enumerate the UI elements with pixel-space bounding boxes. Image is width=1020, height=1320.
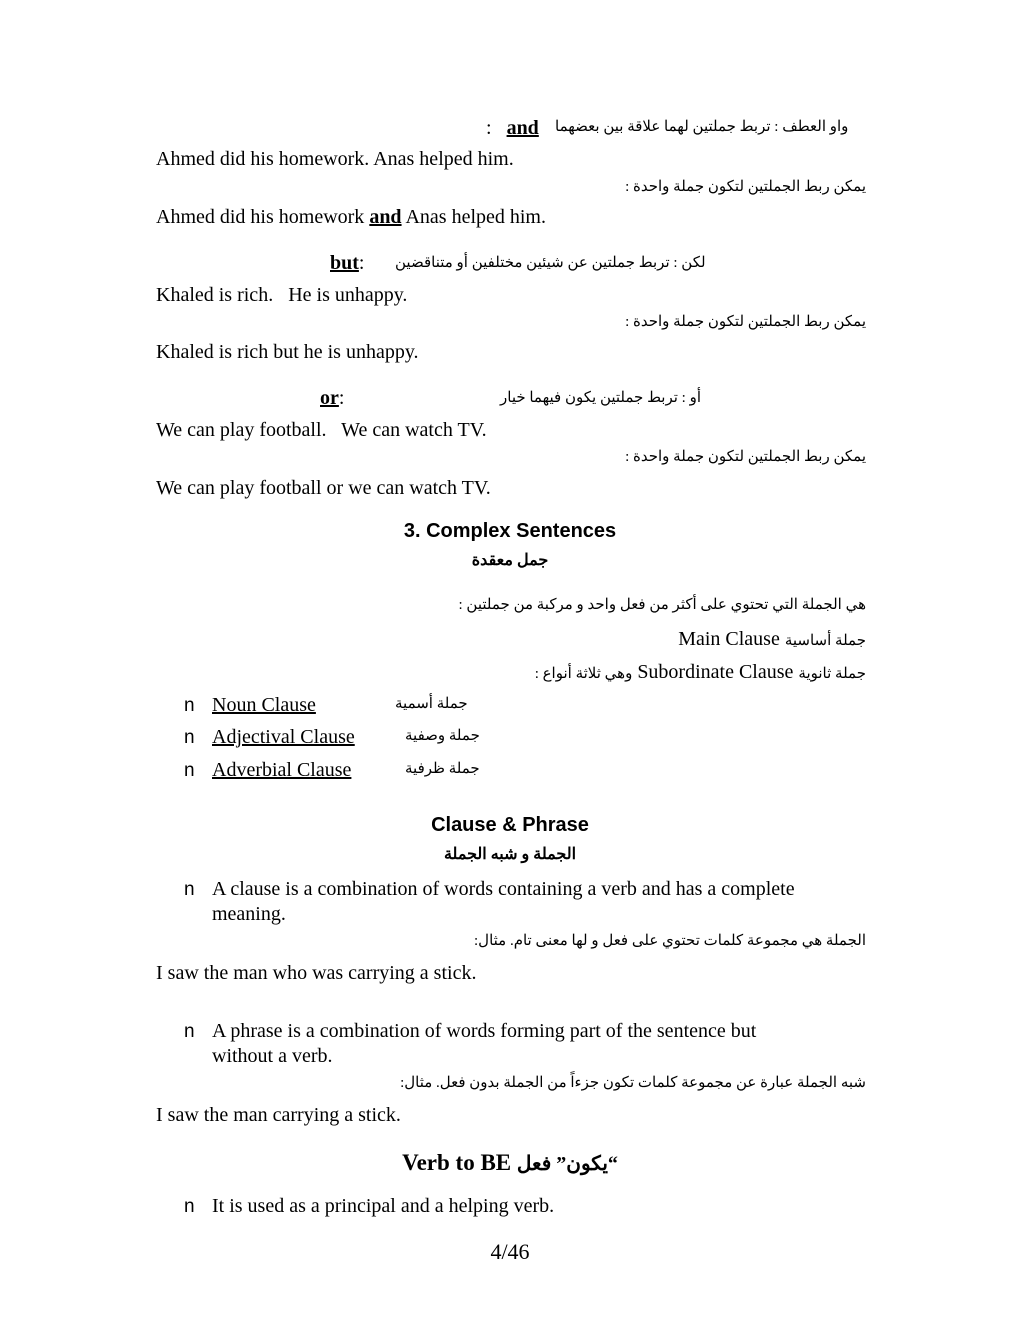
and-example-2-post: Anas helped him.: [401, 206, 546, 228]
or-word: or: [320, 387, 339, 409]
subordinate-ar: جملة ثانوية: [798, 666, 866, 682]
and-label: [486, 118, 539, 138]
clause-arabic-definition: الجملة هي مجموعة كلمات تحتوي على فعل و لها معنى تام. مثال:: [474, 933, 866, 949]
bullet: n: [184, 727, 195, 748]
clause-definition-line-1: A clause is a combination of words containing a verb and has a complete: [212, 878, 795, 900]
noun-clause-item: Noun Clause: [212, 694, 316, 716]
bullet: n: [184, 695, 195, 716]
or-example-2: We can play football or we can watch TV.: [156, 477, 491, 499]
subordinate-en: Subordinate Clause: [637, 661, 794, 683]
but-colon: :: [358, 252, 365, 274]
and-example-2-pre: Ahmed did his homework: [156, 206, 370, 228]
clause-definition-line-2: meaning.: [212, 903, 286, 925]
or-example-1: We can play football. We can watch TV.: [156, 419, 487, 441]
complex-heading: 3. Complex Sentences: [403, 520, 617, 542]
phrase-definition-line-2: without a verb.: [212, 1045, 333, 1067]
complex-arabic-heading: جمل معقدة: [471, 552, 549, 569]
or-arabic-description: أو : تربط جملتين يكون فيهما خيار: [500, 390, 702, 406]
bullet: n: [184, 760, 195, 781]
adjectival-clause-item: Adjectival Clause: [212, 726, 355, 748]
or-arabic-combine: يمكن ربط الجملتين لتكون جملة واحدة :: [625, 449, 866, 465]
but-word: but: [330, 252, 359, 274]
but-example-1: Khaled is rich. He is unhappy.: [156, 284, 408, 306]
main-clause-line: [678, 629, 866, 649]
complex-arabic-definition: هي الجملة التي تحتوي على أكثر من فعل واحد و مركبة من جملتين :: [458, 597, 866, 613]
but-arabic-combine: يمكن ربط الجملتين لتكون جملة واحدة :: [625, 314, 866, 330]
phrase-arabic-definition: شبه الجملة عبارة عن مجموعة كلمات تكون جزءاً من الجملة بدون فعل. مثال:: [400, 1075, 866, 1091]
and-example-2: [156, 207, 546, 227]
and-arabic-description: واو العطف : تربط جملتين لهما علاقة بين بعضهما: [555, 119, 849, 135]
clause-phrase-arabic-heading: الجملة و شبه الجملة: [443, 846, 577, 863]
noun-clause-ar: جملة أسمية: [395, 696, 468, 712]
main-clause-ar: جملة أساسية: [784, 633, 866, 649]
adverbial-clause-ar: جملة ظرفية: [405, 761, 480, 777]
and-arabic-combine: يمكن ربط الجملتين لتكون جملة واحدة :: [625, 179, 866, 195]
and-colon: :: [486, 117, 492, 139]
bullet: n: [184, 879, 195, 900]
but-arabic-description: لكن : تربط جملتين عن شيئين مختلفين أو متناقضين: [395, 255, 706, 271]
phrase-example: I saw the man carrying a stick.: [156, 1104, 401, 1126]
main-clause-en: Main Clause: [678, 628, 780, 650]
but-label: [330, 253, 364, 273]
clause-phrase-heading: Clause & Phrase: [431, 814, 589, 836]
page-number: 4/46: [490, 1239, 530, 1264]
clause-example: I saw the man who was carrying a stick.: [156, 962, 477, 984]
or-label: [320, 388, 344, 408]
adjectival-clause-ar: جملة وصفية: [405, 728, 480, 744]
or-colon: :: [338, 387, 345, 409]
subordinate-clause-line: [535, 662, 866, 682]
adverbial-clause-item: Adverbial Clause: [212, 759, 352, 781]
phrase-definition-line-1: A phrase is a combination of words forming part of the sentence but: [212, 1020, 757, 1042]
verb-be-usage: It is used as a principal and a helping verb.: [212, 1195, 555, 1217]
verb-be-heading-ar: “يكون” فعل: [516, 1153, 618, 1175]
and-example-1: Ahmed did his homework. Anas helped him.: [156, 148, 514, 170]
verb-be-heading: [0, 1151, 1020, 1174]
and-example-2-conj: and: [369, 206, 402, 228]
bullet: n: [184, 1196, 195, 1217]
subordinate-ar-tail: وهي ثلاثة أنواع :: [534, 666, 633, 682]
bullet: n: [184, 1021, 195, 1042]
verb-be-heading-en: Verb to BE: [402, 1150, 512, 1175]
but-example-2: Khaled is rich but he is unhappy.: [156, 341, 419, 363]
and-word: and: [506, 117, 539, 139]
